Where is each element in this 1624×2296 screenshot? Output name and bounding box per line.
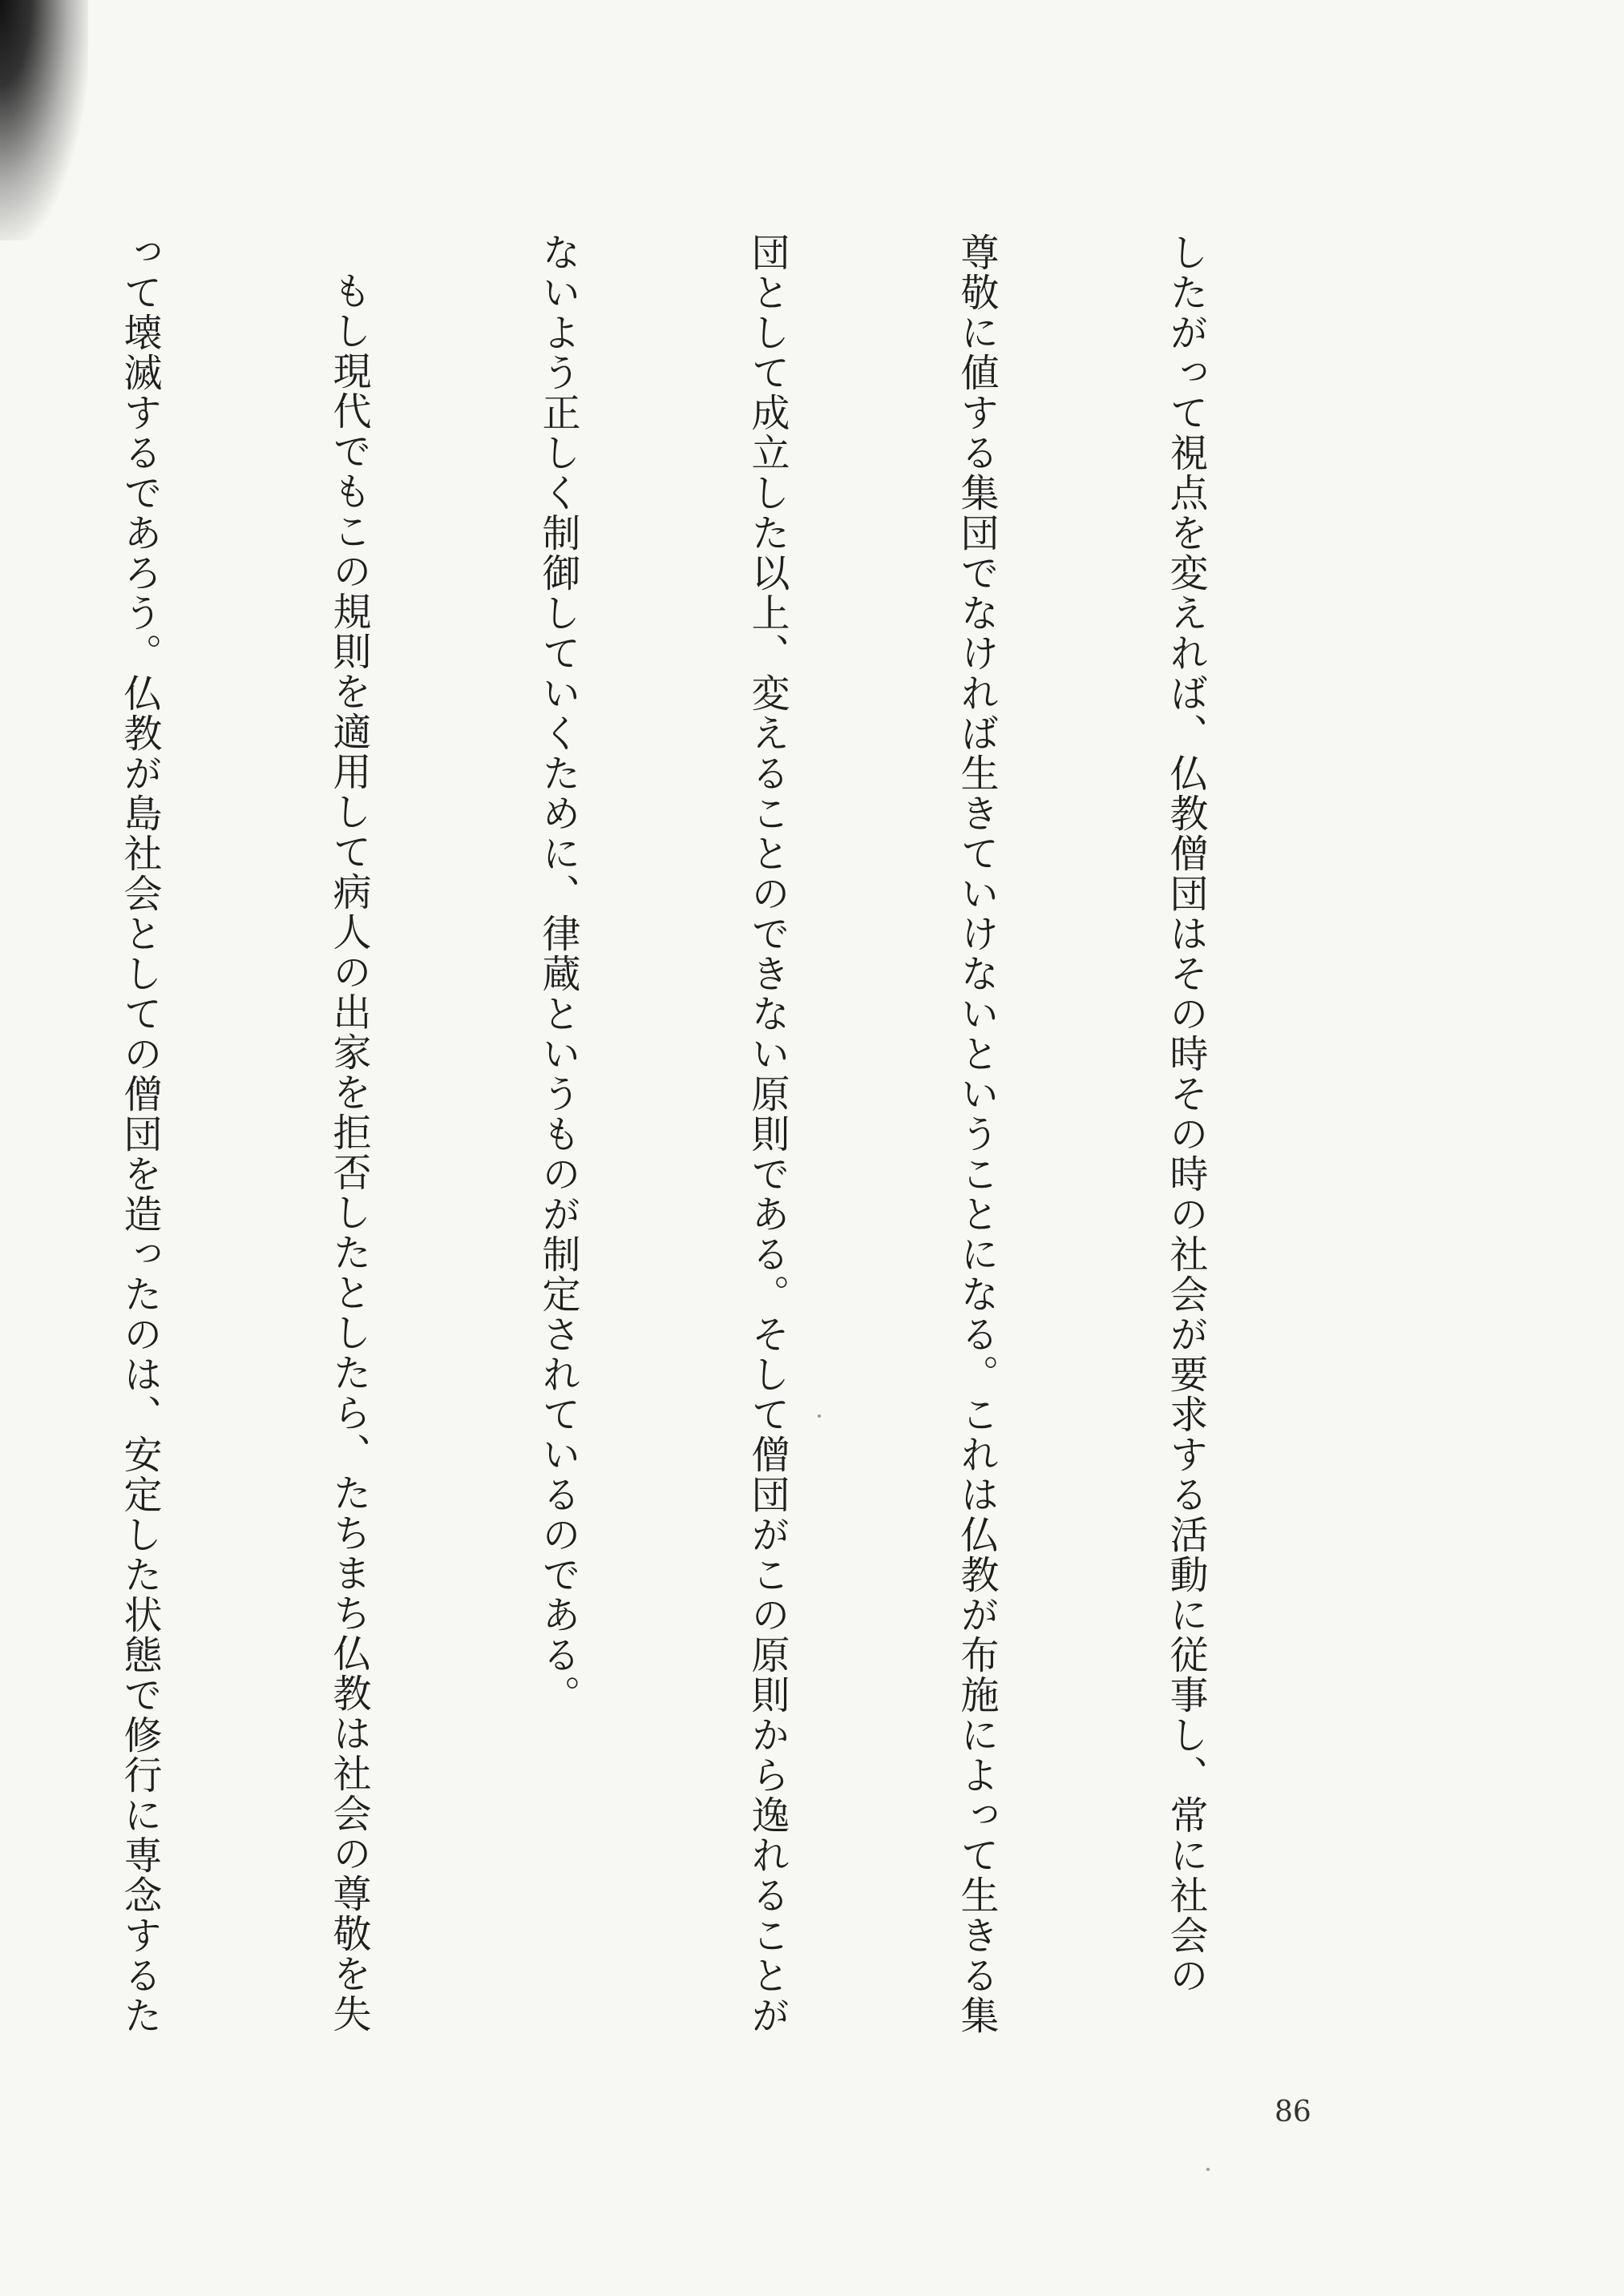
text-column: ないよう正しく制御していくために、律蔵というものが制定されているのである。	[535, 232, 580, 1715]
text-column: 団として成立した以上、変えることのできない原則である。そして僧団がこの原則から逸れることが	[745, 232, 790, 2036]
scan-speck	[1206, 2168, 1210, 2171]
text-column: 尊敬に値する集団でなければ生きていけないということになる。これは仏教が布施によって生きる集	[954, 232, 999, 2036]
text-column-paragraph-start: もし現代でもこの規則を適用して病人の出家を拒否したとしたら、たちまち仏教は社会の尊敬を失	[326, 271, 371, 2034]
text-column: したがって視点を変えれば、仏教僧団はその時その時の社会が要求する活動に従事し、常に社会の	[1163, 232, 1208, 1995]
scan-speck	[818, 1414, 821, 1418]
page-number: 86	[1275, 2096, 1311, 2129]
text-column: って壊滅するであろう。仏教が島社会としての僧団を造ったのは、安定した状態で修行に専念するた	[117, 232, 162, 2036]
vertical-text-block	[0, 232, 1359, 2092]
